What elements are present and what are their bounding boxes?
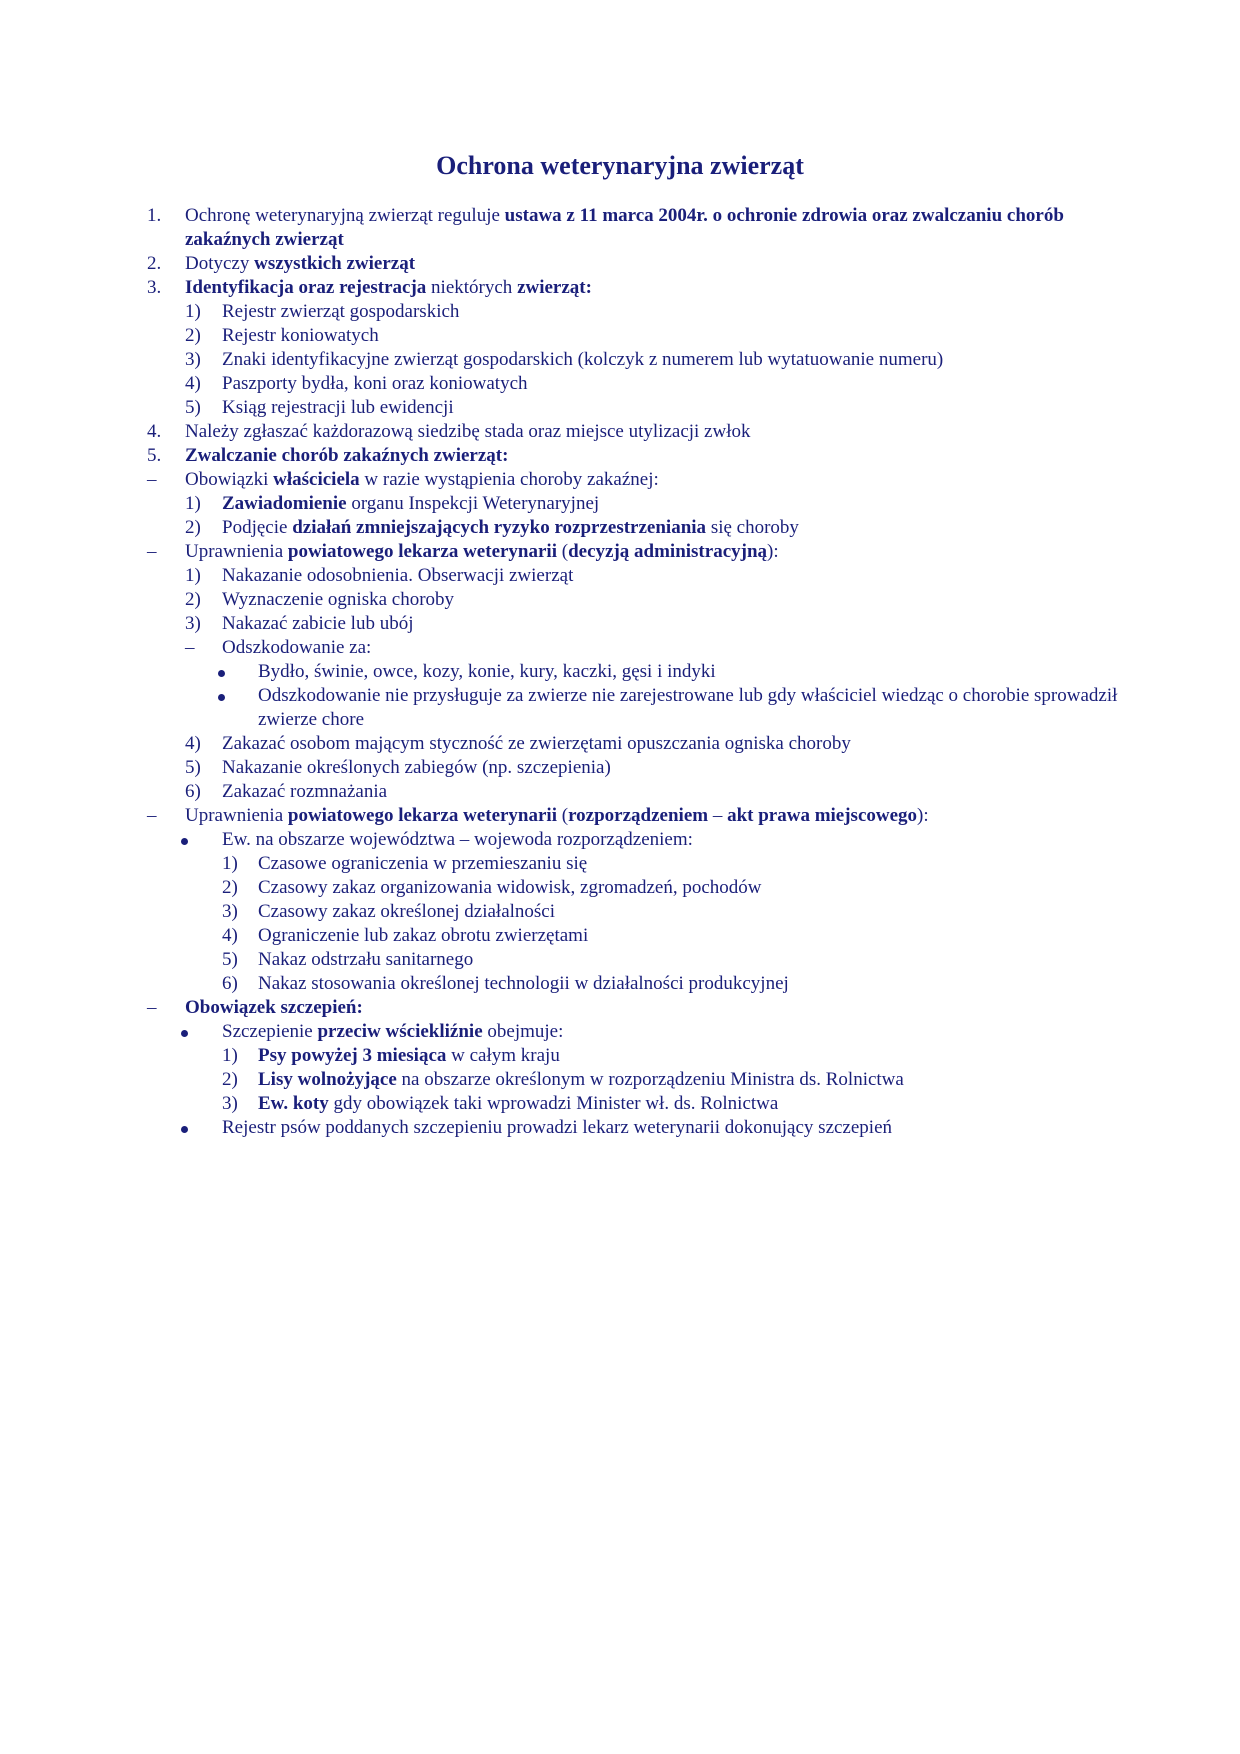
list-item <box>0 1068 1240 1092</box>
bold-text: Psy powyżej 3 miesiąca <box>258 1045 447 1066</box>
list-marker: 1) <box>185 565 201 586</box>
text-run: Ksiąg rejestracji lub ewidencji <box>222 397 454 418</box>
list-item-text <box>258 1092 778 1116</box>
list-marker: 2) <box>185 325 201 346</box>
bold-text: Zawiadomienie <box>222 493 347 514</box>
list-item <box>0 420 1240 444</box>
list-marker: 1) <box>222 853 238 874</box>
list-item-text <box>185 444 508 468</box>
list-item-text <box>222 612 413 636</box>
bold-text: właściciela <box>273 469 360 490</box>
list-marker: – <box>147 469 157 490</box>
text-run: się choroby <box>706 517 799 538</box>
text-run: Rejestr koniowatych <box>222 325 379 346</box>
list-item-text <box>258 924 588 948</box>
bullet-icon <box>218 684 225 708</box>
list-item-text <box>185 420 751 444</box>
list-item-text <box>222 588 454 612</box>
list-marker: 6) <box>222 973 238 994</box>
list-item <box>0 780 1240 804</box>
text-run: ( <box>557 541 569 562</box>
list-item <box>0 300 1240 324</box>
list-item <box>0 252 1240 276</box>
list-item-text <box>258 876 762 900</box>
list-item <box>0 564 1240 588</box>
list-marker: 2) <box>185 589 201 610</box>
list-item-text <box>222 636 371 660</box>
text-run: w razie wystąpienia choroby zakaźnej: <box>359 469 659 490</box>
text-run: Nakazanie określonych zabiegów (np. szczepienia) <box>222 757 611 778</box>
list-marker: 5) <box>222 949 238 970</box>
list-item <box>0 372 1240 396</box>
bullet-icon <box>181 1116 188 1140</box>
list-item <box>0 444 1240 468</box>
bold-text: powiatowego lekarza weterynarii <box>287 541 557 562</box>
list-item-text <box>258 1068 904 1092</box>
list-item <box>0 756 1240 780</box>
list-item <box>0 348 1240 372</box>
bold-text: Zwalczanie chorób zakaźnych zwierząt: <box>185 445 509 466</box>
bold-text: Obowiązek szczepień: <box>185 997 363 1018</box>
list-item-text <box>222 396 454 420</box>
text-run: ): <box>767 541 779 562</box>
bold-text: Lisy wolnożyjące <box>258 1069 397 1090</box>
bullet-icon <box>181 1020 188 1044</box>
list-item <box>0 660 1240 684</box>
list-item-text <box>258 1044 560 1068</box>
list-item-text <box>258 684 1158 732</box>
text-run: niektórych <box>426 277 518 298</box>
list-item-text <box>185 540 779 564</box>
bold-text: Ew. koty <box>258 1093 329 1114</box>
list-item-text <box>185 252 415 276</box>
list-marker: 2) <box>185 517 201 538</box>
bullet-icon <box>181 828 188 852</box>
list-item <box>0 324 1240 348</box>
text-run: w całym kraju <box>446 1045 560 1066</box>
text-run: Dotyczy <box>185 253 255 274</box>
list-item <box>0 924 1240 948</box>
list-item <box>0 732 1240 756</box>
list-item-text <box>258 972 789 996</box>
bullet-dot <box>181 1126 188 1133</box>
text-run: – <box>708 805 728 826</box>
text-run: Wyznaczenie ogniska choroby <box>222 589 455 610</box>
text-run: Nakaz odstrzału sanitarnego <box>258 949 474 970</box>
list-marker: 4) <box>222 925 238 946</box>
text-run: Ograniczenie lub zakaz obrotu zwierzętami <box>258 925 589 946</box>
list-item-text <box>185 804 929 828</box>
text-run: gdy obowiązek taki wprowadzi Minister wł. ds. Rolnictwa <box>328 1093 779 1114</box>
list-item <box>0 684 1240 732</box>
list-item <box>0 1092 1240 1116</box>
list-marker: – <box>147 805 157 826</box>
list-item-text <box>222 372 528 396</box>
text-run: ): <box>917 805 929 826</box>
bold-text: zwierząt: <box>517 277 592 298</box>
list-item-text <box>222 828 693 852</box>
list-marker: 1) <box>222 1045 238 1066</box>
text-run: Czasowy zakaz określonej działalności <box>258 901 556 922</box>
text-run: ( <box>557 805 569 826</box>
bullet-dot <box>181 1030 188 1037</box>
bullet-dot <box>218 670 225 677</box>
list-item-text <box>258 900 555 924</box>
bullet-dot <box>218 694 225 701</box>
bold-text: Identyfikacja oraz rejestracja <box>185 277 427 298</box>
list-item <box>0 588 1240 612</box>
text-run: Uprawnienia <box>185 805 288 826</box>
list-item <box>0 828 1240 852</box>
list-item <box>0 900 1240 924</box>
list-item-text <box>222 1116 892 1140</box>
list-marker: – <box>147 541 157 562</box>
bullet-dot <box>181 838 188 845</box>
bold-text: powiatowego lekarza weterynarii <box>287 805 557 826</box>
text-run: Czasowy zakaz organizowania widowisk, zgromadzeń, pochodów <box>258 877 762 898</box>
document-title: Ochrona weterynaryjna zwierząt <box>436 151 804 180</box>
list-item <box>0 1116 1240 1140</box>
list-marker: 2) <box>222 877 238 898</box>
list-item-text <box>222 324 379 348</box>
list-marker: 1) <box>185 493 201 514</box>
text-run: Nakazać zabicie lub ubój <box>222 613 414 634</box>
list-item-text <box>222 564 573 588</box>
text-run: Bydło, świnie, owce, kozy, konie, kury, kaczki, gęsi i indyki <box>258 661 716 682</box>
text-run: organu Inspekcji Weterynaryjnej <box>346 493 600 514</box>
list-item <box>0 492 1240 516</box>
list-marker: 6) <box>185 781 201 802</box>
bold-text: wszystkich zwierząt <box>254 253 416 274</box>
list-marker: 1. <box>147 205 162 226</box>
list-item-text <box>258 852 587 876</box>
text-run: Należy zgłaszać każdorazową siedzibę stada oraz miejsce utylizacji zwłok <box>185 421 751 442</box>
text-run: Odszkodowanie za: <box>222 637 372 658</box>
content-list <box>0 204 1240 1140</box>
text-run: Obowiązki <box>185 469 274 490</box>
text-run: Zakazać osobom mającym styczność ze zwierzętami opuszczania ogniska choroby <box>222 733 851 754</box>
list-item-text <box>222 732 851 756</box>
list-marker: 2. <box>147 253 162 274</box>
text-run: Paszporty bydła, koni oraz koniowatych <box>222 373 528 394</box>
list-item <box>0 540 1240 564</box>
list-item <box>0 396 1240 420</box>
list-item <box>0 1044 1240 1068</box>
text-run: Czasowe ograniczenia w przemieszaniu się <box>258 853 588 874</box>
list-item <box>0 996 1240 1020</box>
text-run: Ochronę weterynaryjną zwierząt reguluje <box>185 205 505 226</box>
bold-text: rozporządzeniem <box>568 805 709 826</box>
bold-text: ustawa z 11 marca 2004r. o ochronie zdrowia oraz zwalczaniu chorób zakaźnych zwierząt <box>185 205 1064 250</box>
list-item-text <box>185 276 592 300</box>
text-run: Nakazanie odosobnienia. Obserwacji zwierząt <box>222 565 574 586</box>
text-run: Ew. na obszarze województwa – wojewoda rozporządzeniem: <box>222 829 693 850</box>
list-item-text <box>222 492 599 516</box>
list-marker: 3) <box>222 901 238 922</box>
text-run: Znaki identyfikacyjne zwierząt gospodarskich (kolczyk z numerem lub wytatuowanie numeru) <box>222 349 944 370</box>
list-marker: 3) <box>222 1093 238 1114</box>
list-marker: 1) <box>185 301 201 322</box>
list-item-text <box>258 948 473 972</box>
text-run: Uprawnienia <box>185 541 288 562</box>
list-marker: 2) <box>222 1069 238 1090</box>
list-item-text <box>222 1020 563 1044</box>
list-item <box>0 612 1240 636</box>
text-run: Podjęcie <box>222 517 293 538</box>
list-item-text <box>222 300 459 324</box>
list-item <box>0 876 1240 900</box>
list-marker: 5. <box>147 445 162 466</box>
list-item <box>0 804 1240 828</box>
bold-text: akt prawa miejscowego <box>727 805 918 826</box>
list-item-text <box>258 660 716 684</box>
text-run: Szczepienie <box>222 1021 318 1042</box>
bold-text: przeciw wściekliźnie <box>317 1021 483 1042</box>
list-item <box>0 468 1240 492</box>
list-marker: 3) <box>185 349 201 370</box>
bullet-icon <box>218 660 225 684</box>
list-item-text <box>185 996 363 1020</box>
list-item <box>0 204 1240 252</box>
list-marker: – <box>147 997 157 1018</box>
text-run: Nakaz stosowania określonej technologii w działalności produkcyjnej <box>258 973 789 994</box>
list-item <box>0 516 1240 540</box>
text-run: Rejestr zwierząt gospodarskich <box>222 301 460 322</box>
list-marker: 3. <box>147 277 162 298</box>
list-item-text <box>222 756 611 780</box>
list-item <box>0 636 1240 660</box>
list-item <box>0 948 1240 972</box>
list-marker: 4. <box>147 421 162 442</box>
list-marker: 3) <box>185 613 201 634</box>
list-item <box>0 852 1240 876</box>
list-marker: 4) <box>185 373 201 394</box>
list-item <box>0 276 1240 300</box>
bold-text: decyzją administracyjną <box>568 541 768 562</box>
list-item-text <box>185 204 1085 252</box>
list-item-text <box>222 348 943 372</box>
text-run: Rejestr psów poddanych szczepieniu prowadzi lekarz weterynarii dokonujący szczepień <box>222 1117 893 1138</box>
list-item-text <box>185 468 659 492</box>
text-run: na obszarze określonym w rozporządzeniu Ministra ds. Rolnictwa <box>396 1069 904 1090</box>
text-run: Zakazać rozmnażania <box>222 781 388 802</box>
bold-text: działań zmniejszających ryzyko rozprzestrzeniania <box>292 517 707 538</box>
list-item-text <box>222 516 799 540</box>
list-item-text <box>222 780 387 804</box>
list-marker: – <box>185 637 195 658</box>
list-item <box>0 972 1240 996</box>
list-marker: 5) <box>185 397 201 418</box>
list-marker: 5) <box>185 757 201 778</box>
list-item <box>0 1020 1240 1044</box>
text-run: Odszkodowanie nie przysługuje za zwierze nie zarejestrowane lub gdy właściciel wiedząc o chorobie sprowadził zwierze chore <box>258 685 1118 730</box>
list-marker: 4) <box>185 733 201 754</box>
text-run: obejmuje: <box>482 1021 564 1042</box>
